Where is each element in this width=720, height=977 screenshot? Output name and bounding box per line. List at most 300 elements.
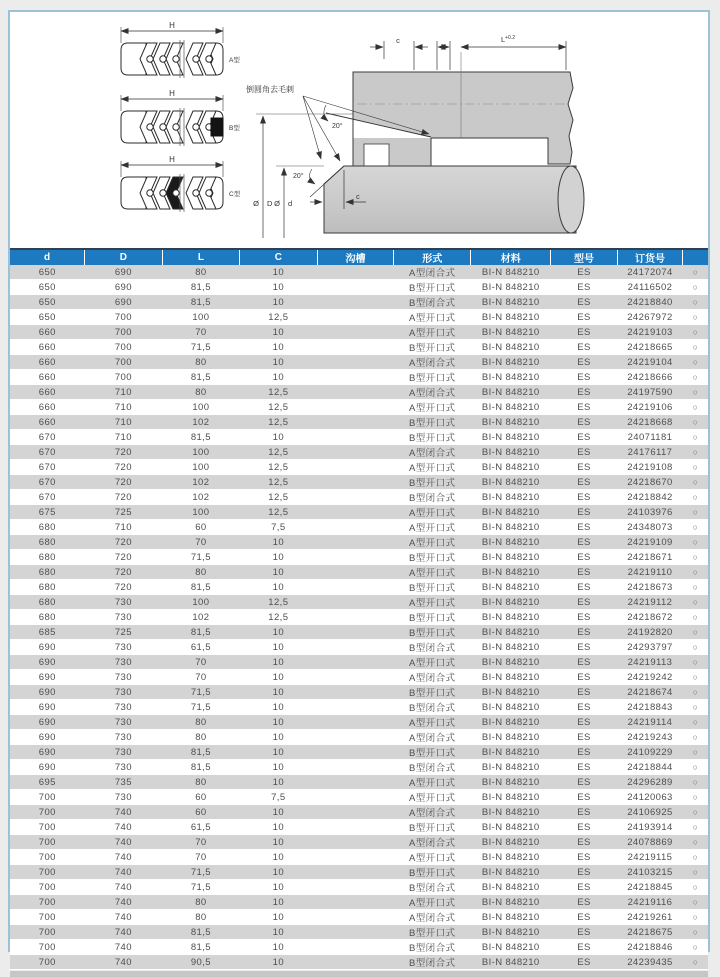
table-cell: BI-N 848210: [471, 385, 551, 400]
table-row: [10, 580, 708, 595]
table-cell: [317, 865, 394, 880]
table-cell: 24219114: [617, 715, 683, 730]
table-cell: 690: [85, 280, 162, 295]
table-cell: A型开口式: [394, 520, 471, 535]
table-cell: [317, 520, 394, 535]
table-row: [10, 385, 708, 400]
table-cell: 80: [162, 385, 239, 400]
table-cell: B型闭合式: [394, 490, 471, 505]
table-cell: A型闭合式: [394, 265, 471, 280]
table-cell: [317, 925, 394, 940]
table-cell: BI-N 848210: [471, 850, 551, 865]
table-row: [10, 745, 708, 760]
table-cell: BI-N 848210: [471, 475, 551, 490]
table-cell: ES: [551, 940, 617, 955]
table-cell: 740: [85, 850, 162, 865]
table-cell: 700: [10, 835, 85, 850]
table-cell: 71,5: [162, 880, 239, 895]
table-row: [10, 520, 708, 535]
table-cell: 12,5: [240, 595, 317, 610]
table-cell: ES: [551, 625, 617, 640]
table-cell: 700: [10, 895, 85, 910]
table-cell: B型闭合式: [394, 940, 471, 955]
table-cell: BI-N 848210: [471, 835, 551, 850]
table-cell: BI-N 848210: [471, 775, 551, 790]
table-cell: BI-N 848210: [471, 370, 551, 385]
seal-size-table: [10, 248, 708, 970]
table-row: [10, 805, 708, 820]
table-cell: 24296289: [617, 775, 683, 790]
table-cell: 10: [240, 700, 317, 715]
table-cell: 690: [85, 265, 162, 280]
table-cell: A型开口式: [394, 325, 471, 340]
column-header-8: 订货号: [617, 249, 683, 265]
profile-b-drawing: [121, 95, 223, 146]
table-cell: 24109229: [617, 745, 683, 760]
table-cell: 740: [85, 925, 162, 940]
table-cell: 71,5: [162, 685, 239, 700]
table-cell: BI-N 848210: [471, 535, 551, 550]
table-cell: BI-N 848210: [471, 700, 551, 715]
table-cell: 10: [240, 625, 317, 640]
table-cell: ES: [551, 955, 617, 970]
table-cell: A型开口式: [394, 850, 471, 865]
table-cell: 680: [10, 550, 85, 565]
table-cell: 670: [10, 430, 85, 445]
table-cell: 10: [240, 940, 317, 955]
housing-notch: [364, 144, 389, 168]
table-cell: BI-N 848210: [471, 445, 551, 460]
table-cell: 10: [240, 370, 317, 385]
table-row: [10, 295, 708, 310]
table-cell: 24120063: [617, 790, 683, 805]
table-cell: 10: [240, 640, 317, 655]
profile-b-label: B型: [229, 125, 240, 132]
table-cell: 24219112: [617, 595, 683, 610]
table-cell: B型开口式: [394, 925, 471, 940]
table-cell: ES: [551, 460, 617, 475]
table-cell: [317, 745, 394, 760]
table-cell: 24071181: [617, 430, 683, 445]
table-cell: [317, 460, 394, 475]
table-cell: ES: [551, 565, 617, 580]
table-cell: A型开口式: [394, 400, 471, 415]
table-cell: 10: [240, 910, 317, 925]
table-row: [10, 655, 708, 670]
seal-diagram-svg: [10, 12, 708, 248]
table-cell: 690: [10, 700, 85, 715]
table-cell: ES: [551, 685, 617, 700]
table-cell: 690: [10, 670, 85, 685]
table-cell: BI-N 848210: [471, 640, 551, 655]
table-row: [10, 325, 708, 340]
table-cell: 24348073: [617, 520, 683, 535]
table-cell: 70: [162, 835, 239, 850]
table-cell: 740: [85, 820, 162, 835]
availability-circle: ○: [683, 385, 708, 400]
table-cell: 690: [10, 745, 85, 760]
table-cell: BI-N 848210: [471, 655, 551, 670]
table-cell: BI-N 848210: [471, 670, 551, 685]
table-cell: [317, 565, 394, 580]
availability-circle: ○: [683, 490, 708, 505]
table-cell: 10: [240, 760, 317, 775]
table-cell: 700: [10, 805, 85, 820]
table-cell: 660: [10, 400, 85, 415]
table-cell: BI-N 848210: [471, 745, 551, 760]
table-cell: ES: [551, 490, 617, 505]
table-cell: ES: [551, 745, 617, 760]
table-cell: 730: [85, 655, 162, 670]
table-cell: BI-N 848210: [471, 805, 551, 820]
table-cell: [317, 640, 394, 655]
table-cell: 10: [240, 730, 317, 745]
table-cell: BI-N 848210: [471, 355, 551, 370]
availability-circle: ○: [683, 400, 708, 415]
table-row: [10, 370, 708, 385]
table-cell: 24218672: [617, 610, 683, 625]
profile-a-label: A型: [229, 57, 240, 64]
table-cell: 80: [162, 775, 239, 790]
table-cell: 10: [240, 775, 317, 790]
table-cell: 81,5: [162, 430, 239, 445]
table-cell: [317, 265, 394, 280]
table-cell: [317, 400, 394, 415]
table-cell: 730: [85, 700, 162, 715]
availability-circle: ○: [683, 865, 708, 880]
table-cell: 660: [10, 370, 85, 385]
table-cell: ES: [551, 385, 617, 400]
table-cell: BI-N 848210: [471, 955, 551, 970]
table-cell: ES: [551, 355, 617, 370]
table-cell: 730: [85, 760, 162, 775]
table-cell: 10: [240, 745, 317, 760]
availability-circle: ○: [683, 805, 708, 820]
table-cell: 12,5: [240, 415, 317, 430]
availability-circle: ○: [683, 265, 708, 280]
table-cell: 690: [10, 640, 85, 655]
availability-circle: ○: [683, 790, 708, 805]
table-cell: 730: [85, 640, 162, 655]
table-cell: 700: [10, 790, 85, 805]
table-cell: 24218844: [617, 760, 683, 775]
availability-circle: ○: [683, 340, 708, 355]
table-cell: 10: [240, 880, 317, 895]
table-cell: 81,5: [162, 925, 239, 940]
availability-circle: ○: [683, 880, 708, 895]
table-cell: 12,5: [240, 460, 317, 475]
table-cell: 660: [10, 340, 85, 355]
table-cell: [317, 535, 394, 550]
table-cell: BI-N 848210: [471, 940, 551, 955]
table-cell: 740: [85, 835, 162, 850]
table-cell: 24293797: [617, 640, 683, 655]
dim-D-symbol: Ø: [253, 199, 259, 208]
table-cell: A型开口式: [394, 895, 471, 910]
table-cell: [317, 580, 394, 595]
table-cell: [317, 955, 394, 970]
table-cell: ES: [551, 400, 617, 415]
table-cell: [317, 610, 394, 625]
table-cell: 700: [10, 940, 85, 955]
table-row: [10, 445, 708, 460]
table-cell: 24218665: [617, 340, 683, 355]
table-cell: BI-N 848210: [471, 715, 551, 730]
availability-circle: ○: [683, 895, 708, 910]
shaft-cross-section: [324, 166, 576, 233]
table-cell: 81,5: [162, 370, 239, 385]
table-cell: 81,5: [162, 745, 239, 760]
table-cell: 700: [85, 325, 162, 340]
table-cell: [317, 625, 394, 640]
table-cell: ES: [551, 415, 617, 430]
table-cell: [317, 490, 394, 505]
table-cell: BI-N 848210: [471, 565, 551, 580]
table-cell: 710: [85, 400, 162, 415]
table-cell: 730: [85, 670, 162, 685]
table-row: [10, 535, 708, 550]
table-cell: 740: [85, 940, 162, 955]
table-cell: [317, 820, 394, 835]
table-cell: B型开口式: [394, 340, 471, 355]
table-cell: ES: [551, 640, 617, 655]
table-cell: B型开口式: [394, 580, 471, 595]
table-cell: 100: [162, 595, 239, 610]
table-cell: 10: [240, 265, 317, 280]
table-cell: B型闭合式: [394, 640, 471, 655]
table-cell: 80: [162, 355, 239, 370]
table-cell: 660: [10, 415, 85, 430]
availability-circle: ○: [683, 715, 708, 730]
dim-D-letter: D: [267, 199, 273, 208]
table-cell: 81,5: [162, 625, 239, 640]
availability-circle: ○: [683, 730, 708, 745]
availability-circle: ○: [683, 685, 708, 700]
table-cell: 70: [162, 325, 239, 340]
table-cell: 24219103: [617, 325, 683, 340]
table-row: [10, 625, 708, 640]
table-cell: 700: [10, 865, 85, 880]
table-cell: [317, 760, 394, 775]
table-row: [10, 715, 708, 730]
availability-circle: ○: [683, 595, 708, 610]
table-cell: [317, 385, 394, 400]
table-cell: [317, 850, 394, 865]
table-cell: 24219242: [617, 670, 683, 685]
table-cell: 70: [162, 655, 239, 670]
shaft-end-cap: [558, 166, 584, 233]
table-cell: 690: [10, 685, 85, 700]
table-cell: ES: [551, 265, 617, 280]
table-cell: 24218675: [617, 925, 683, 940]
table-cell: ES: [551, 790, 617, 805]
table-cell: 81,5: [162, 280, 239, 295]
table-cell: 10: [240, 820, 317, 835]
table-row: [10, 460, 708, 475]
table-cell: 61,5: [162, 640, 239, 655]
table-row: [10, 670, 708, 685]
table-row: [10, 640, 708, 655]
table-cell: 10: [240, 850, 317, 865]
table-cell: 660: [10, 385, 85, 400]
availability-circle: ○: [683, 625, 708, 640]
table-cell: 24218845: [617, 880, 683, 895]
table-cell: [317, 910, 394, 925]
profile-a-h-dim-label: H: [169, 21, 175, 30]
table-cell: 24193914: [617, 820, 683, 835]
table-row: [10, 430, 708, 445]
table-cell: 10: [240, 280, 317, 295]
table-cell: 650: [10, 310, 85, 325]
table-cell: BI-N 848210: [471, 460, 551, 475]
table-row: [10, 415, 708, 430]
table-cell: 60: [162, 805, 239, 820]
table-cell: 24176117: [617, 445, 683, 460]
table-cell: BI-N 848210: [471, 730, 551, 745]
column-header-9: [683, 249, 708, 265]
availability-circle: ○: [683, 550, 708, 565]
table-cell: ES: [551, 775, 617, 790]
table-cell: B型闭合式: [394, 700, 471, 715]
table-row: [10, 775, 708, 790]
availability-circle: ○: [683, 295, 708, 310]
table-cell: ES: [551, 340, 617, 355]
table-cell: 24103976: [617, 505, 683, 520]
table-cell: BI-N 848210: [471, 625, 551, 640]
table-cell: 24219108: [617, 460, 683, 475]
table-row: [10, 280, 708, 295]
table-cell: 670: [10, 460, 85, 475]
profile-c-h-dim-label: H: [169, 155, 175, 164]
table-cell: B型闭合式: [394, 295, 471, 310]
table-cell: 740: [85, 865, 162, 880]
availability-circle: ○: [683, 445, 708, 460]
table-cell: BI-N 848210: [471, 820, 551, 835]
profile-b-h-dim-label: H: [169, 89, 175, 98]
table-cell: 720: [85, 565, 162, 580]
table-cell: A型闭合式: [394, 910, 471, 925]
table-cell: BI-N 848210: [471, 685, 551, 700]
table-cell: 730: [85, 730, 162, 745]
table-cell: 700: [85, 355, 162, 370]
table-cell: B型开口式: [394, 475, 471, 490]
table-cell: ES: [551, 925, 617, 940]
table-cell: 12,5: [240, 385, 317, 400]
table-cell: BI-N 848210: [471, 415, 551, 430]
table-cell: 675: [10, 505, 85, 520]
table-cell: 710: [85, 430, 162, 445]
table-cell: 71,5: [162, 700, 239, 715]
table-cell: B型闭合式: [394, 880, 471, 895]
table-cell: BI-N 848210: [471, 505, 551, 520]
table-cell: 24172074: [617, 265, 683, 280]
table-cell: 24219109: [617, 535, 683, 550]
table-cell: [317, 280, 394, 295]
table-cell: A型开口式: [394, 790, 471, 805]
table-cell: 730: [85, 715, 162, 730]
table-cell: 10: [240, 295, 317, 310]
availability-circle: ○: [683, 355, 708, 370]
table-cell: ES: [551, 505, 617, 520]
table-cell: BI-N 848210: [471, 880, 551, 895]
table-cell: B型开口式: [394, 415, 471, 430]
table-cell: 720: [85, 550, 162, 565]
table-cell: BI-N 848210: [471, 490, 551, 505]
table-cell: A型开口式: [394, 655, 471, 670]
table-cell: B型开口式: [394, 745, 471, 760]
table-cell: 81,5: [162, 760, 239, 775]
table-cell: 24103215: [617, 865, 683, 880]
availability-circle: ○: [683, 415, 708, 430]
table-cell: 735: [85, 775, 162, 790]
table-cell: BI-N 848210: [471, 925, 551, 940]
table-cell: 690: [10, 730, 85, 745]
availability-circle: ○: [683, 475, 708, 490]
availability-circle: ○: [683, 430, 708, 445]
table-cell: 102: [162, 610, 239, 625]
table-cell: 24192820: [617, 625, 683, 640]
table-cell: 24219110: [617, 565, 683, 580]
table-cell: 24218674: [617, 685, 683, 700]
table-cell: 730: [85, 745, 162, 760]
table-cell: A型开口式: [394, 715, 471, 730]
table-cell: A型开口式: [394, 460, 471, 475]
table-cell: 700: [85, 370, 162, 385]
availability-circle: ○: [683, 925, 708, 940]
table-cell: A型开口式: [394, 595, 471, 610]
availability-circle: ○: [683, 775, 708, 790]
column-header-3: C: [240, 249, 317, 265]
table-cell: A型开口式: [394, 535, 471, 550]
table-cell: ES: [551, 715, 617, 730]
table-cell: 700: [10, 910, 85, 925]
table-cell: 81,5: [162, 580, 239, 595]
table-cell: [317, 445, 394, 460]
table-cell: [317, 475, 394, 490]
angle-lower-label: 20°: [293, 173, 304, 180]
availability-circle: ○: [683, 700, 708, 715]
table-cell: ES: [551, 520, 617, 535]
availability-circle: ○: [683, 520, 708, 535]
column-header-0: d: [10, 249, 85, 265]
profile-c-drawing: [121, 161, 223, 212]
availability-circle: ○: [683, 610, 708, 625]
table-cell: BI-N 848210: [471, 895, 551, 910]
deburr-note: 倒圆角去毛刺: [246, 85, 294, 94]
table-cell: 70: [162, 535, 239, 550]
table-cell: BI-N 848210: [471, 550, 551, 565]
table-cell: 81,5: [162, 940, 239, 955]
table-cell: 730: [85, 685, 162, 700]
column-header-6: 材料: [471, 249, 551, 265]
table-cell: 730: [85, 610, 162, 625]
table-cell: 740: [85, 910, 162, 925]
table-cell: A型开口式: [394, 775, 471, 790]
table-cell: 12,5: [240, 505, 317, 520]
table-row: [10, 265, 708, 280]
table-row: [10, 895, 708, 910]
table-cell: B型开口式: [394, 865, 471, 880]
table-cell: 10: [240, 325, 317, 340]
table-cell: 24218671: [617, 550, 683, 565]
table-cell: [317, 670, 394, 685]
installation-section: [246, 35, 584, 238]
table-row: [10, 790, 708, 805]
availability-circle: ○: [683, 460, 708, 475]
table-row: [10, 820, 708, 835]
table-row: [10, 340, 708, 355]
table-cell: 24218846: [617, 940, 683, 955]
